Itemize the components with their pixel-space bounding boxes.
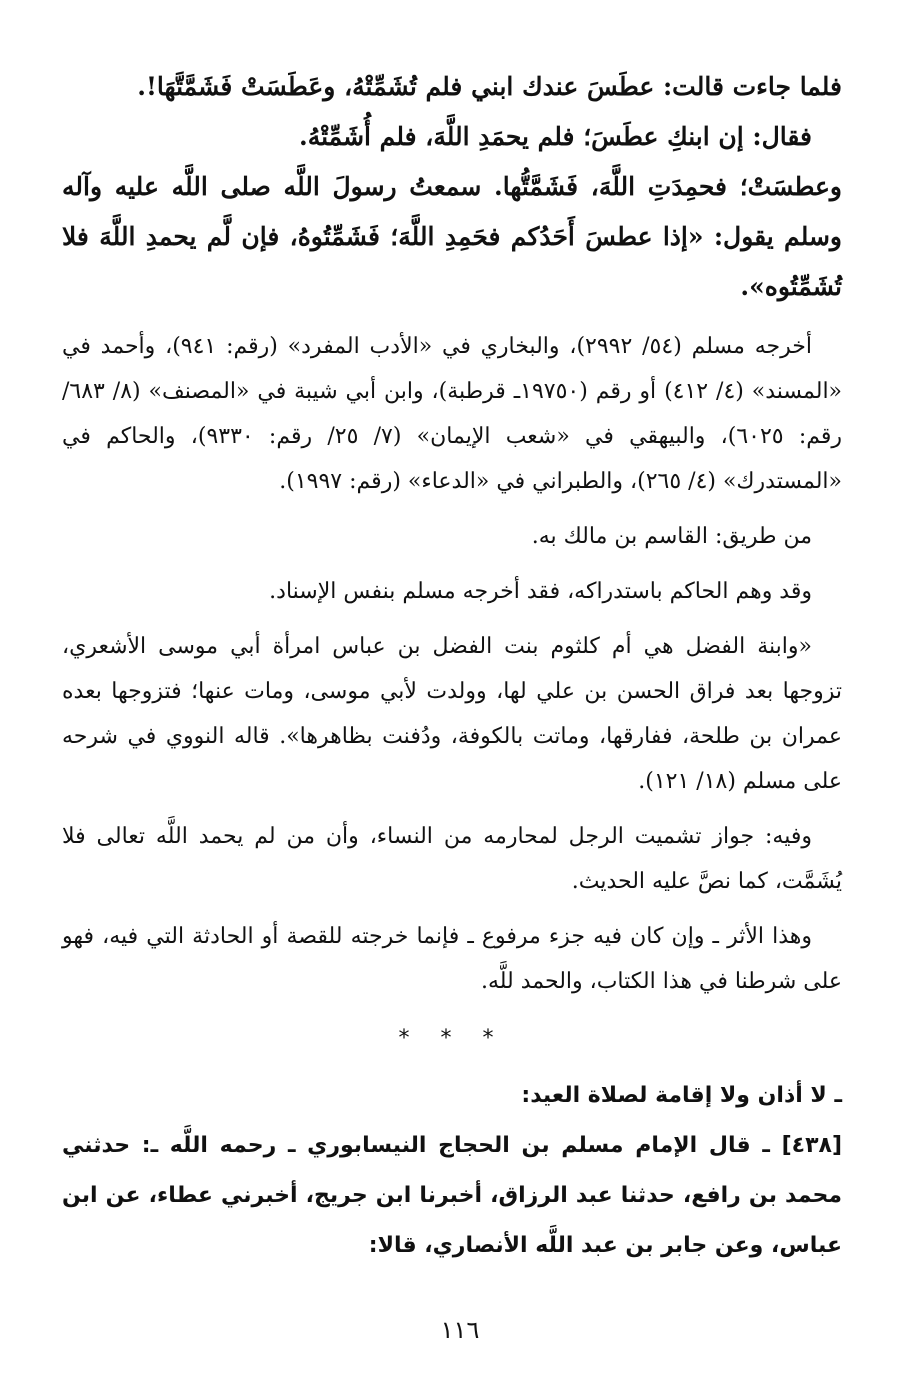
next-hadith-paragraph: [٤٣٨] ـ قال الإمام مسلم بن الحجاج النيسابوري ـ رحمه اللَّه ـ: حدثني محمد بن رافع، حدثنا عبد الرزاق، أخبرنا ابن جريج، أخبرني عطاء، عن ابن عباس، وعن جابر بن عبد اللَّه الأنصاري، قالا:	[62, 1133, 842, 1258]
takhrij-paragraph: أخرجه مسلم (٥٤/ ٢٩٩٢)، والبخاري في «الأدب المفرد» (رقم: ٩٤١)، وأحمد في «المسند» (٤/ ٤١٢) أو رقم (١٩٧٥٠ـ قرطبة)، وابن أبي شيبة في «المصنف» (٨/ ٦٨٣/رقم: ٦٠٢٥)، والبيهقي في «شعب الإيمان» (٧/ ٢٥/ رقم: ٩٣٣٠)، والحاكم في «المستدرك» (٤/ ٢٦٥)، والطبراني في «الدعاء» (رقم: ١٩٩٧).	[62, 334, 843, 494]
hadith-paragraph: فلما جاءت قالت: عطَسَ عندك ابني فلم تُشَمِّتْهُ، وعَطَسَتْ فَشَمَّتَّهَا!.	[137, 72, 842, 101]
page-body	[62, 62, 842, 1271]
next-section	[62, 1071, 842, 1271]
commentary-paragraph: من طريق: القاسم بن مالك به.	[531, 524, 812, 549]
hadith-paragraph: فقال: إن ابنكِ عطَسَ؛ فلم يحمَدِ اللَّهَ، فلم أُشَمِّتْهُ.	[298, 122, 812, 151]
section-separator: * * *	[398, 1026, 506, 1051]
hadith-paragraph: وعطسَتْ؛ فحمِدَتِ اللَّهَ، فَشَمَّتُّها. سمعتُ رسولَ اللَّه صلى اللَّه عليه وآله وسلم يقول: «إذا عطسَ أَحَدُكم فحَمِدِ اللَّهَ؛ فَشَمِّتُوهُ، فإن لَّم يحمدِ اللَّهَ فلا تُشَمِّتُوه».	[62, 172, 842, 301]
commentary-paragraph: وقد وهم الحاكم باستدراكه، فقد أخرجه مسلم بنفس الإسناد.	[269, 579, 812, 604]
commentary-block	[62, 324, 842, 1004]
commentary-paragraph: وفيه: جواز تشميت الرجل لمحارمه من النساء، وأن من لم يحمد اللَّه تعالى فلا يُشَمَّت، كما نصَّ عليه الحديث.	[62, 824, 842, 894]
page-number: ١١٦	[440, 1316, 480, 1344]
commentary-paragraph: «وابنة الفضل هي أم كلثوم بنت الفضل بن عباس امرأة أبي موسى الأشعري، تزوجها بعد فراق الحسن بن علي لها، وولدت لأبي موسى، ومات عنها؛ فتزوجها بعده عمران بن طلحة، ففارقها، وماتت بالكوفة، ودُفنت بظاهرها». قاله النووي في شرحه على مسلم (١٨/ ١٢١).	[62, 634, 842, 794]
hadith-text-block	[62, 62, 842, 312]
section-heading: ـ لا أذان ولا إقامة لصلاة العيد:	[521, 1083, 842, 1108]
commentary-paragraph: وهذا الأثر ـ وإن كان فيه جزء مرفوع ـ فإنما خرجته للقصة أو الحادثة التي فيه، فهو على شرطنا في هذا الكتاب، والحمد للَّه.	[62, 924, 842, 994]
